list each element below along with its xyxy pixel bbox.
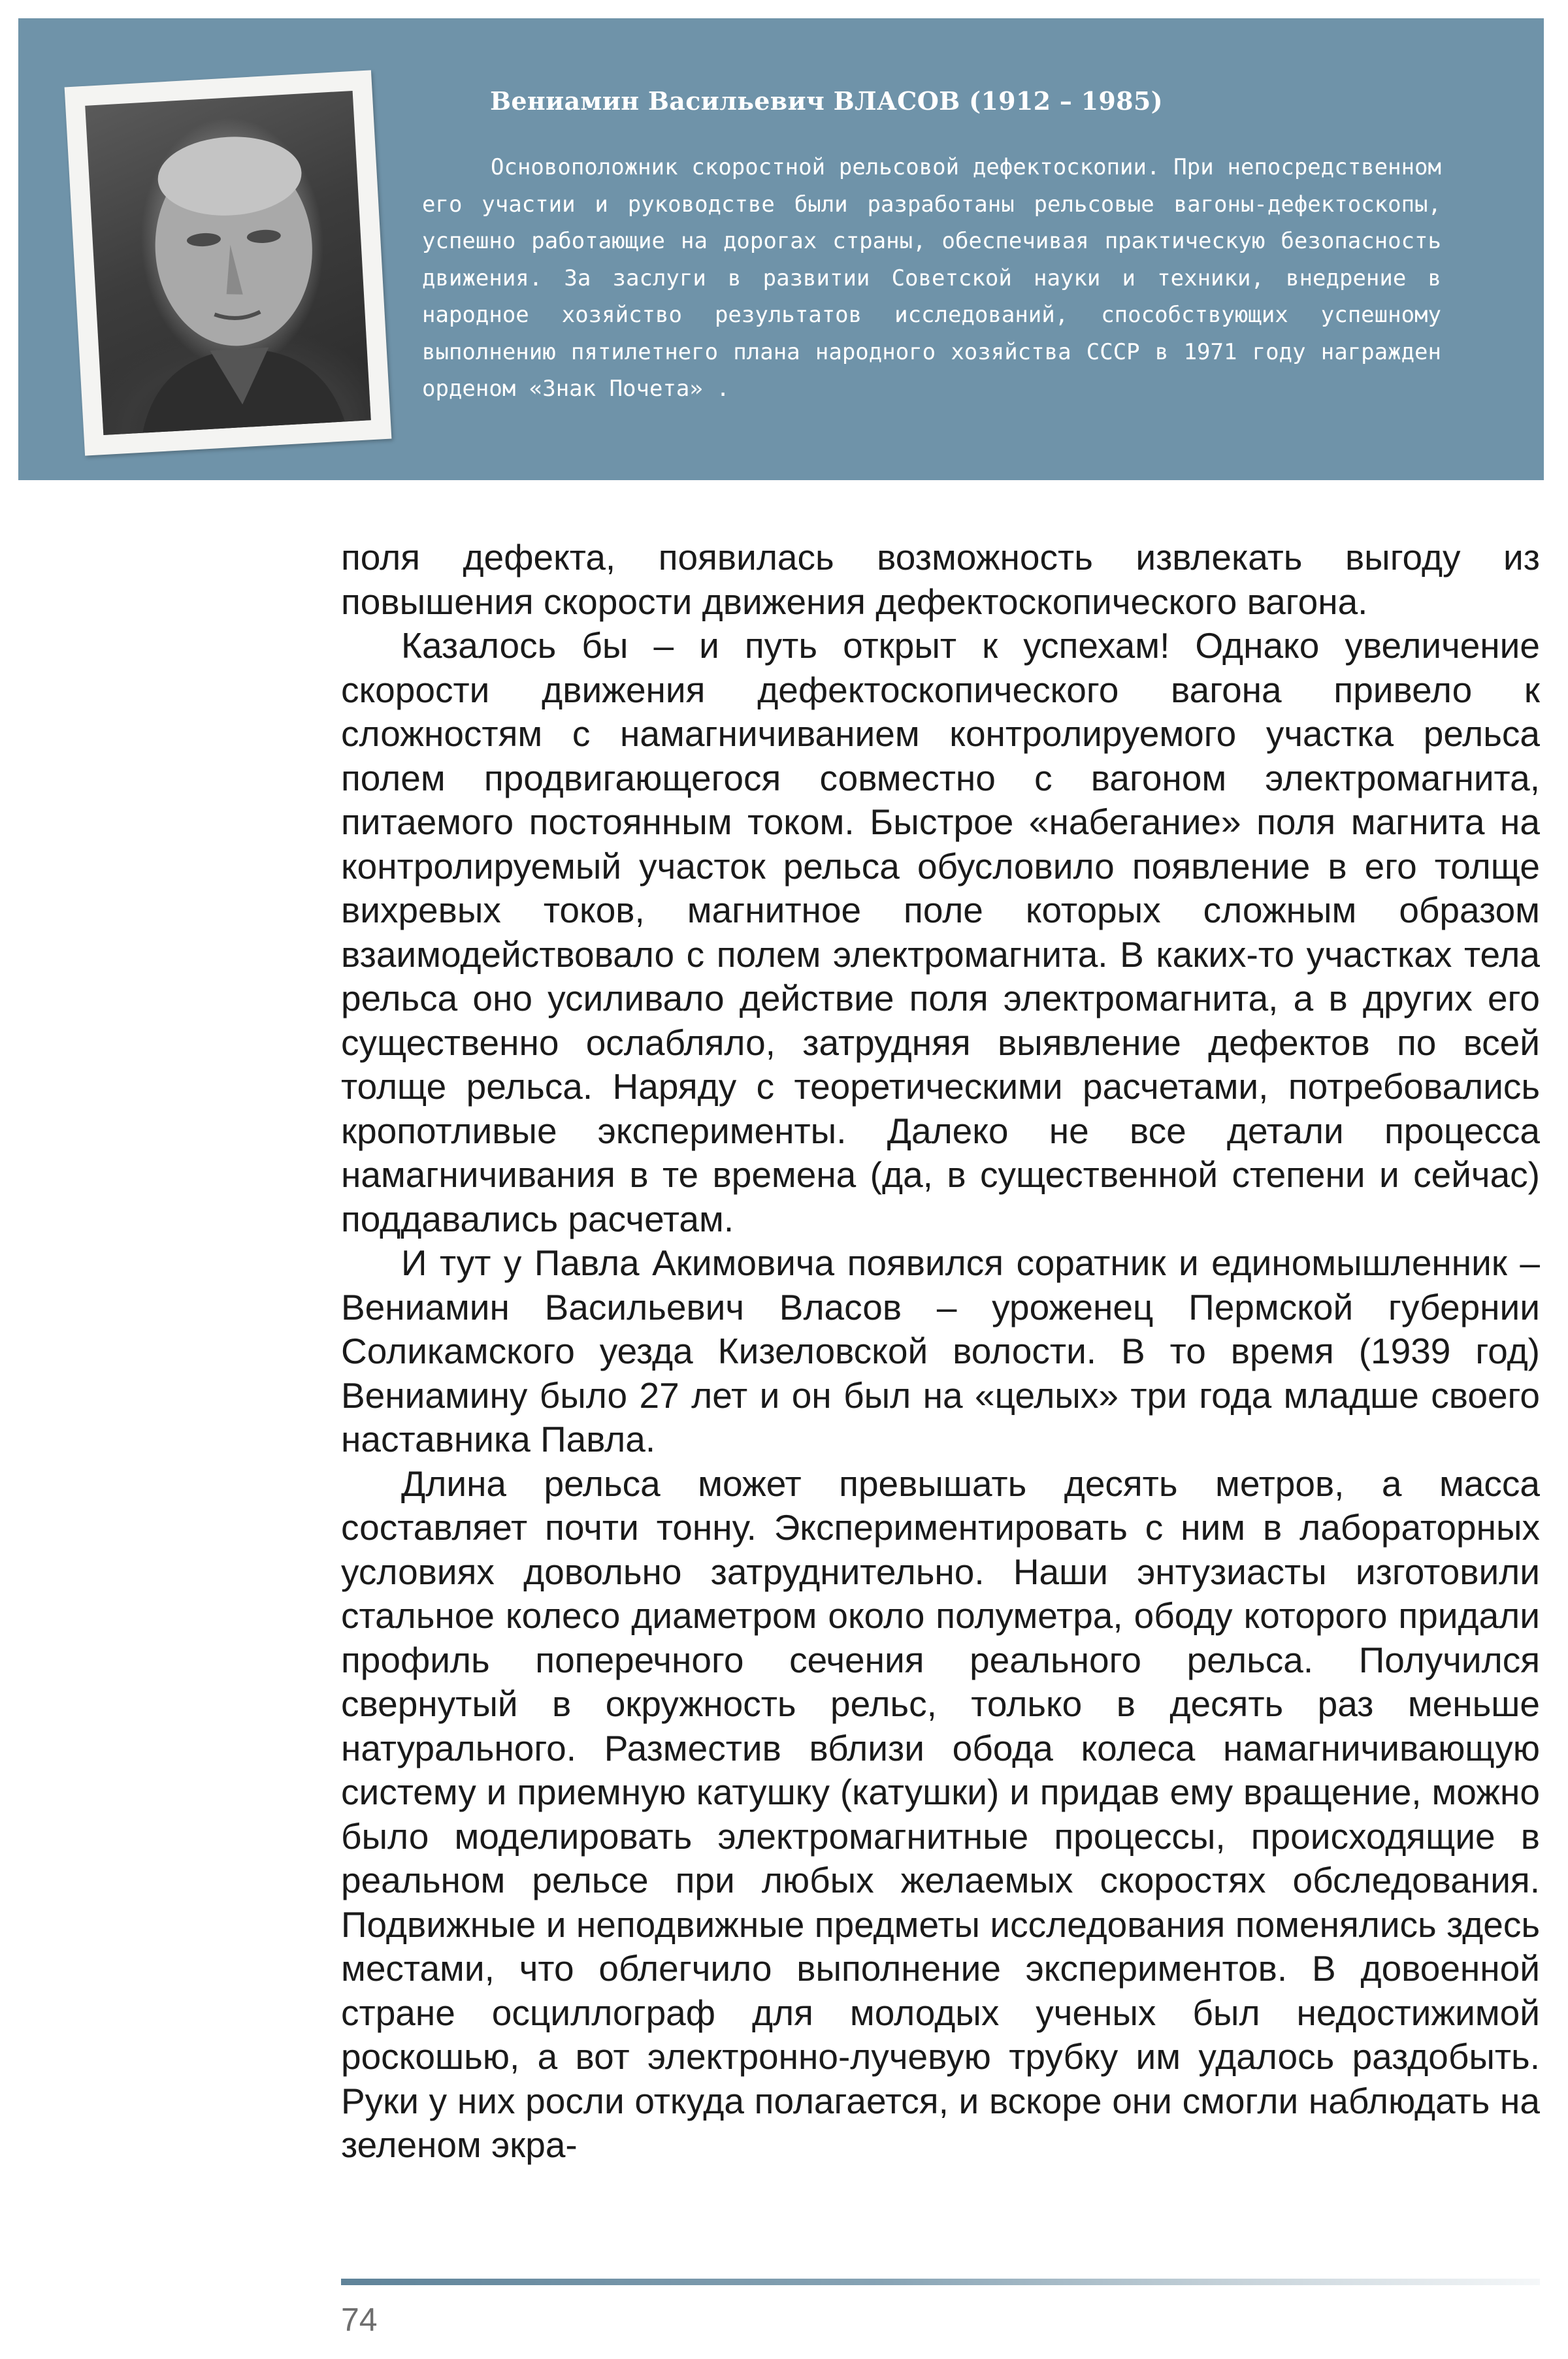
paragraph: поля дефекта, появилась возможность извлекать выгоду из повышения скорости движения дефектоскопического вагона.: [341, 537, 1540, 622]
portrait-photo: [85, 91, 371, 435]
portrait-illustration: [85, 91, 371, 435]
main-text: [341, 536, 1540, 2168]
page-number: 74: [341, 2302, 378, 2338]
bio-title: Вениамин Васильевич ВЛАСОВ (1912 – 1985): [490, 86, 1163, 116]
footer-rule: [341, 2279, 1540, 2285]
paragraph: Длина рельса может превышать десять метров, а масса составляет почти тонну. Экспериментировать с ним в лабораторных условиях довольно затруднительно. Наши энтузиасты изготовили стальное колесо диаметром около полуметра, ободу которого придали профиль поперечного сечения реального рельса. Получился свернутый в окружность рельс, только в десять раз меньше натурального. Разместив вблизи обода колеса намагничивающую систему и приемную катушку (катушки) и придав ему вращение, можно было моделировать электромагнитные процессы, происходящие в реальном рельсе при любых желаемых скоростях обследования. Подвижные и неподвижные предметы исследования поменялись здесь местами, что облегчило выполнение экспериментов. В довоенной стране осциллограф для молодых ученых был недостижимой роскошью, а вот электронно-лучевую трубку им удалось раздобыть. Руки у них росли откуда полагается, и вскоре они смогли наблюдать на зеленом экра-: [341, 1463, 1540, 2165]
paragraph: Казалось бы – и путь открыт к успехам! Однако увеличение скорости движения дефектоскопического вагона привело к сложностям с намагничиванием контролируемого участка рельса полем продвигающегося совместно с вагоном электромагнита, питаемого постоянным током. Быстрое «набегание» поля магнита на контролируемый участок рельса обусловило появление в его толще вихревых токов, магнитное поле которых сложным образом взаимодействовало с полем электромагнита. В каких-то участках тела рельса оно усиливало действие поля электромагнита, а в других его существенно ослабляло, затрудняя выявление дефектов по всей толще рельса. Наряду с теоретическими расчетами, потребовались кропотливые эксперименты. Далеко не все детали процесса намагничивания в те времена (да, в существенной степени и сейчас) поддавались расчетам.: [341, 625, 1540, 1239]
portrait-photo-frame: [65, 70, 392, 455]
biography-box: [18, 18, 1544, 480]
bio-description: Основоположник скоростной рельсовой дефектоскопии. При непосредственном его участии и руководстве были разработаны рельсовые вагоны-дефектоскопы, успешно работающие на дорогах страны, обеспечивая практическую безопасность движения. За заслуги в развитии Советской науки и техники, внедрение в народное хозяйство результатов исследований, способствующих успешному выполнению пятилетнего плана народного хозяйства СССР в 1971 году награжден орденом «Знак Почета» .: [422, 154, 1441, 402]
paragraph: И тут у Павла Акимовича появился соратник и единомышленник – Вениамин Васильевич Власов – уроженец Пермской губернии Соликамского уезда Кизеловской волости. В то время (1939 год) Вениамину было 27 лет и он был на «целых» три года младше своего наставника Павла.: [341, 1243, 1540, 1459]
